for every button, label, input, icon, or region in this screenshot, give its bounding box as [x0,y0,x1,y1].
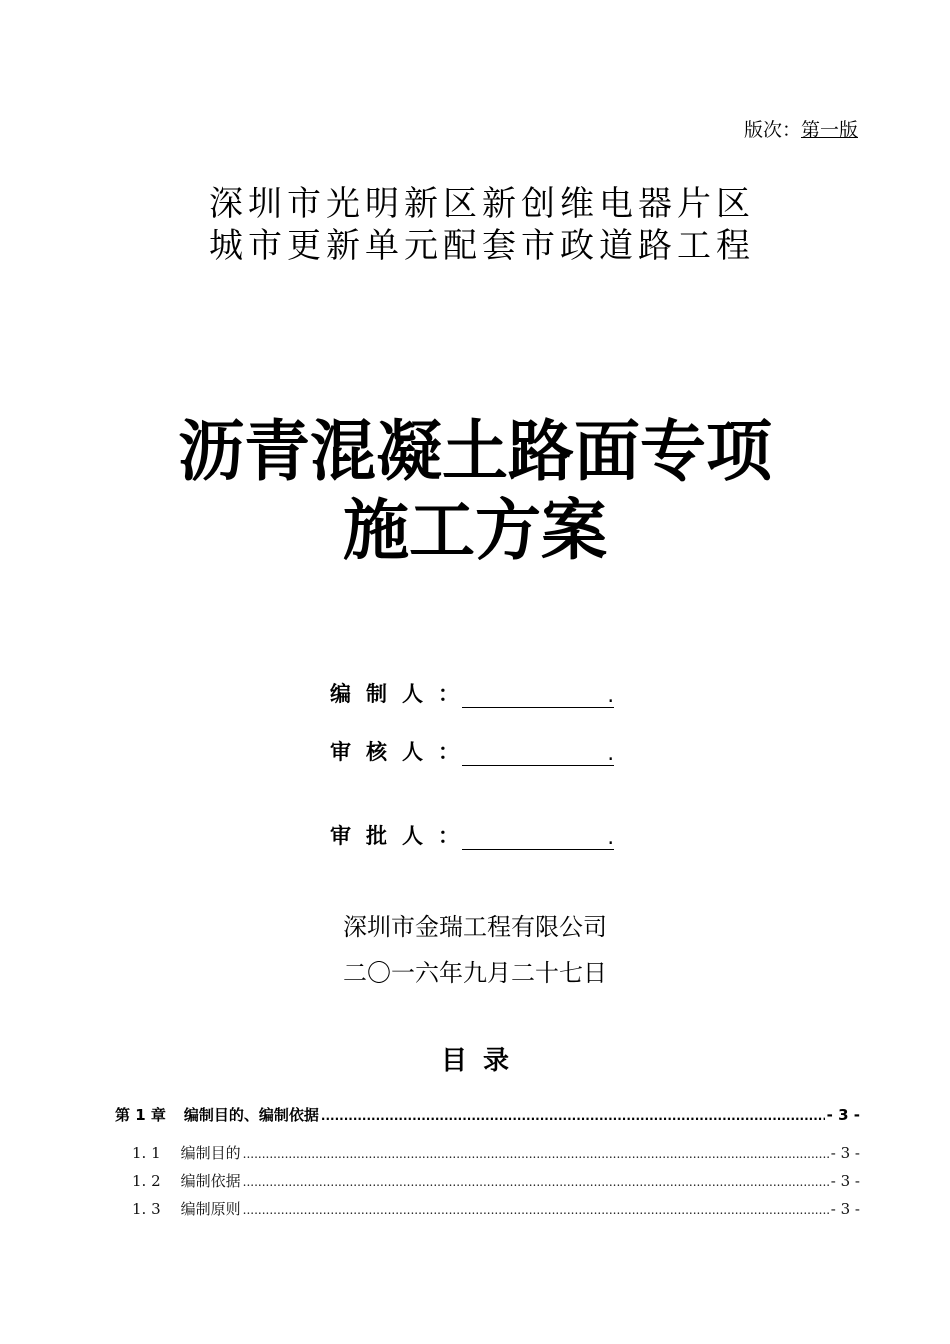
toc-entry-page: - 3 - [830,1172,860,1190]
toc-entry-page: - 3 - [826,1106,860,1124]
toc-dot-leader [243,1203,829,1217]
document-title-line1: 沥青混凝土路面专项 [178,413,772,490]
toc-entry-number: 1. 2 [132,1172,161,1190]
toc-entry-number: 1. 1 [132,1144,161,1162]
toc-entry-title: 编制原则 [180,1200,241,1218]
signature-blank-reviewer[interactable]: . [462,740,614,766]
document-date: 二〇一六年九月二十七日 [343,959,607,987]
toc-entry-page: - 3 - [830,1200,860,1218]
project-title [0,183,950,267]
signature-blank-approver[interactable]: . [462,824,614,850]
signature-label-approver: 审批人： [330,824,474,848]
project-title-line1: 深圳市光明新区新创维电器片区 [209,184,755,224]
version-value: 第一版 [800,119,858,141]
toc-dot-leader [243,1147,829,1161]
signature-label-reviewer: 审核人： [330,740,474,764]
toc-entry-number: 1. 3 [132,1200,161,1218]
version-label: 版次： [743,119,801,141]
toc-entry-title: 编制依据 [180,1172,241,1190]
signature-row-approver [330,820,614,850]
toc-entry-title: 编制目的 [180,1144,241,1162]
toc-entry-page: - 3 - [830,1144,860,1162]
document-title-line2: 施工方案 [343,492,607,569]
table-of-contents [115,1104,860,1226]
signature-row-editor [330,678,614,708]
company-name: 深圳市金瑞工程有限公司 [343,913,607,941]
toc-entry-title: 编制目的、编制依据 [183,1106,319,1124]
version-line [744,115,858,142]
toc-heading: 目录 [440,1046,525,1076]
signature-blank-editor[interactable]: . [462,682,614,708]
signature-label-editor: 编制人： [330,682,474,706]
toc-dot-leader [321,1109,825,1123]
project-title-line2: 城市更新单元配套市政道路工程 [209,226,755,266]
toc-entry-section-1-3[interactable] [115,1198,860,1226]
document-title [0,412,950,570]
toc-entry-section-1-2[interactable] [115,1170,860,1198]
signature-row-reviewer [330,736,614,766]
toc-entry-chapter-1[interactable] [115,1104,860,1128]
toc-entry-number: 第 1 章 [115,1106,166,1124]
toc-entry-section-1-1[interactable] [115,1142,860,1170]
toc-dot-leader [243,1175,829,1189]
